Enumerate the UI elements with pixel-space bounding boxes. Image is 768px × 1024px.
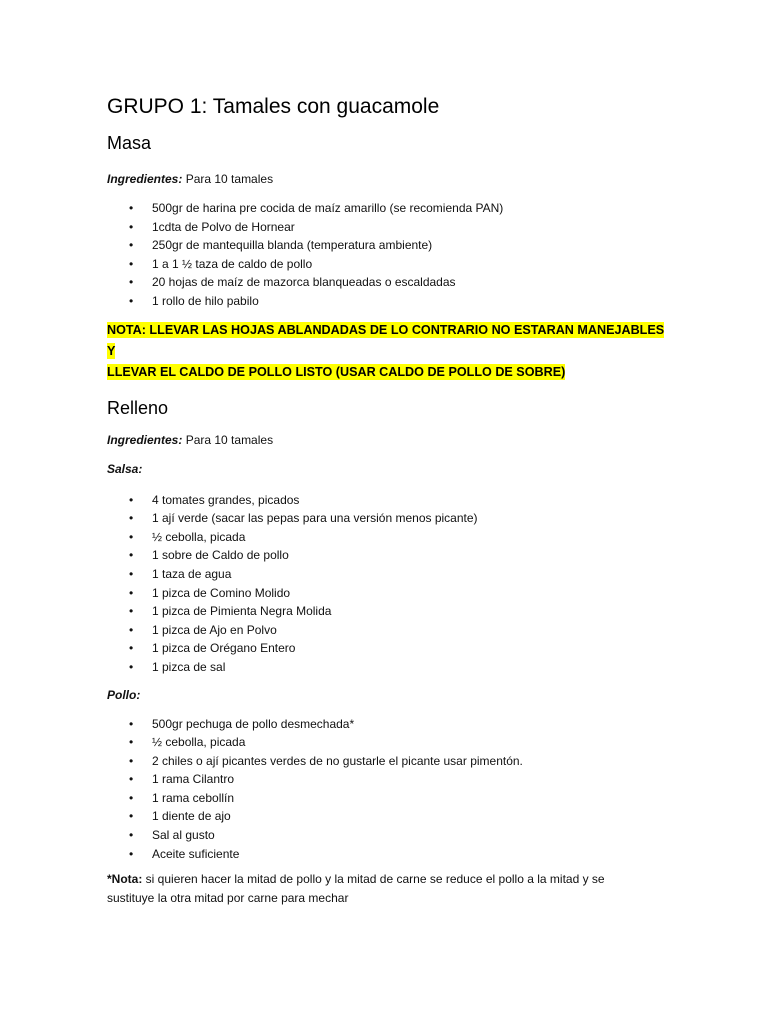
salsa-ingredient-item: [107, 658, 667, 677]
masa-ingredient-item-text: 1 rollo de hilo pabilo: [152, 293, 259, 308]
masa-ingredient-item: [107, 199, 667, 218]
masa-ingredients-list: [107, 199, 667, 311]
bullet-icon: •: [129, 622, 134, 637]
bullet-icon: •: [129, 604, 134, 619]
salsa-ingredient-item-text: ½ cebolla, picada: [152, 529, 246, 544]
masa-ingredients-line: [107, 171, 667, 187]
salsa-ingredient-item: [107, 546, 667, 565]
pollo-ingredient-item-text: Sal al gusto: [152, 828, 215, 843]
bullet-icon: •: [129, 716, 134, 731]
salsa-subheading: [107, 461, 667, 477]
bullet-icon: •: [129, 790, 134, 805]
salsa-ingredient-item-text: 1 pizca de Orégano Entero: [152, 641, 296, 656]
bullet-icon: •: [129, 548, 134, 563]
salsa-ingredient-item-text: 1 sobre de Caldo de pollo: [152, 548, 289, 563]
bullet-icon: •: [129, 566, 134, 581]
pollo-ingredient-item-text: Aceite suficiente: [152, 846, 240, 861]
bullet-icon: •: [129, 809, 134, 824]
pollo-ingredient-item-text: 2 chiles o ají picantes verdes de no gustarle el picante usar pimentón.: [152, 753, 523, 768]
pollo-ingredient-item: [107, 715, 667, 734]
pollo-ingredient-item-text: ½ cebolla, picada: [152, 735, 246, 750]
masa-ingredients-label: Ingredientes:: [107, 172, 183, 186]
relleno-ingredients-label: Ingredientes:: [107, 432, 183, 447]
masa-ingredient-item-text: 20 hojas de maíz de mazorca blanqueadas o escaldadas: [152, 275, 456, 290]
relleno-ingredients-text: Para 10 tamales: [182, 432, 274, 447]
salsa-ingredient-item: [107, 565, 667, 584]
masa-ingredient-item-text: 500gr de harina pre cocida de maíz amarillo (se recomienda PAN): [152, 201, 504, 215]
footnote-label: *Nota:: [107, 872, 143, 887]
footnote-line-1: si quieren hacer la mitad de pollo y la mitad de carne se reduce el pollo a la mitad y se: [142, 872, 605, 887]
masa-ingredients-text: Para 10 tamales: [182, 172, 274, 186]
pollo-ingredient-item: [107, 826, 667, 845]
salsa-ingredients-list: [107, 491, 667, 677]
bullet-icon: •: [129, 735, 134, 750]
bullet-icon: •: [129, 238, 134, 253]
pollo-ingredient-item: [107, 752, 667, 771]
masa-ingredient-item-text: 1cdta de Polvo de Hornear: [152, 219, 295, 234]
pollo-ingredient-item-text: 1 rama cebollín: [152, 790, 235, 805]
bullet-icon: •: [129, 219, 134, 234]
bullet-icon: •: [129, 256, 134, 271]
document-content: [107, 93, 667, 908]
pollo-ingredient-item-text: 500gr pechuga de pollo desmechada*: [152, 716, 355, 731]
footnote: [107, 870, 667, 908]
bullet-icon: •: [129, 293, 134, 308]
salsa-ingredient-item: [107, 602, 667, 621]
salsa-ingredient-item-text: 1 pizca de Pimienta Negra Molida: [152, 604, 332, 619]
pollo-ingredient-item: [107, 789, 667, 808]
page-title: GRUPO 1: Tamales con guacamole: [107, 95, 440, 118]
salsa-ingredient-item: [107, 639, 667, 658]
pollo-ingredient-item: [107, 770, 667, 789]
bullet-icon: •: [129, 846, 134, 861]
salsa-ingredient-item-text: 4 tomates grandes, picados: [152, 492, 300, 507]
masa-ingredient-item-text: 1 a 1 ½ taza de caldo de pollo: [152, 256, 313, 271]
footnote-line-2: sustituye la otra mitad por carne para mechar: [107, 891, 349, 906]
bullet-icon: •: [129, 201, 134, 215]
section-heading-masa: Masa: [107, 133, 152, 153]
bullet-icon: •: [129, 529, 134, 544]
pollo-ingredient-item: [107, 733, 667, 752]
salsa-ingredient-item: [107, 528, 667, 547]
bullet-icon: •: [129, 772, 134, 787]
masa-ingredient-item: [107, 292, 667, 311]
bullet-icon: •: [129, 753, 134, 768]
masa-ingredient-item: [107, 255, 667, 274]
masa-note-line-1: NOTA: LLEVAR LAS HOJAS ABLANDADAS DE LO CONTRARIO NO ESTARAN MANEJABLES Y: [107, 322, 665, 358]
salsa-ingredient-item: [107, 621, 667, 640]
bullet-icon: •: [129, 511, 134, 526]
salsa-ingredient-item: [107, 584, 667, 603]
salsa-ingredient-item-text: 1 ají verde (sacar las pepas para una versión menos picante): [152, 511, 478, 526]
bullet-icon: •: [129, 659, 134, 674]
masa-note: [107, 320, 667, 383]
pollo-subheading: [107, 687, 667, 703]
masa-ingredient-item: [107, 218, 667, 237]
masa-ingredient-item-text: 250gr de mantequilla blanda (temperatura ambiente): [152, 238, 433, 253]
masa-ingredient-item: [107, 236, 667, 255]
pollo-ingredient-item-text: 1 diente de ajo: [152, 809, 231, 824]
masa-ingredient-item: [107, 273, 667, 292]
bullet-icon: •: [129, 275, 134, 290]
salsa-ingredient-item: [107, 509, 667, 528]
bullet-icon: •: [129, 492, 134, 507]
section-heading-relleno: Relleno: [107, 397, 169, 418]
salsa-ingredient-item-text: 1 pizca de Comino Molido: [152, 585, 291, 600]
bullet-icon: •: [129, 585, 134, 600]
masa-note-line-2: LLEVAR EL CALDO DE POLLO LISTO (USAR CALDO DE POLLO DE SOBRE): [107, 364, 566, 379]
pollo-ingredient-item: [107, 807, 667, 826]
pollo-label: Pollo:: [107, 687, 141, 702]
bullet-icon: •: [129, 641, 134, 656]
salsa-ingredient-item-text: 1 pizca de sal: [152, 659, 226, 674]
pollo-ingredient-item: [107, 845, 667, 864]
salsa-label: Salsa:: [107, 461, 143, 476]
pollo-ingredients-list: [107, 715, 667, 864]
bullet-icon: •: [129, 828, 134, 843]
salsa-ingredient-item: [107, 491, 667, 510]
pollo-ingredient-item-text: 1 rama Cilantro: [152, 772, 235, 787]
salsa-ingredient-item-text: 1 pizca de Ajo en Polvo: [152, 622, 277, 637]
salsa-ingredient-item-text: 1 taza de agua: [152, 566, 232, 581]
relleno-ingredients-line: [107, 432, 667, 448]
